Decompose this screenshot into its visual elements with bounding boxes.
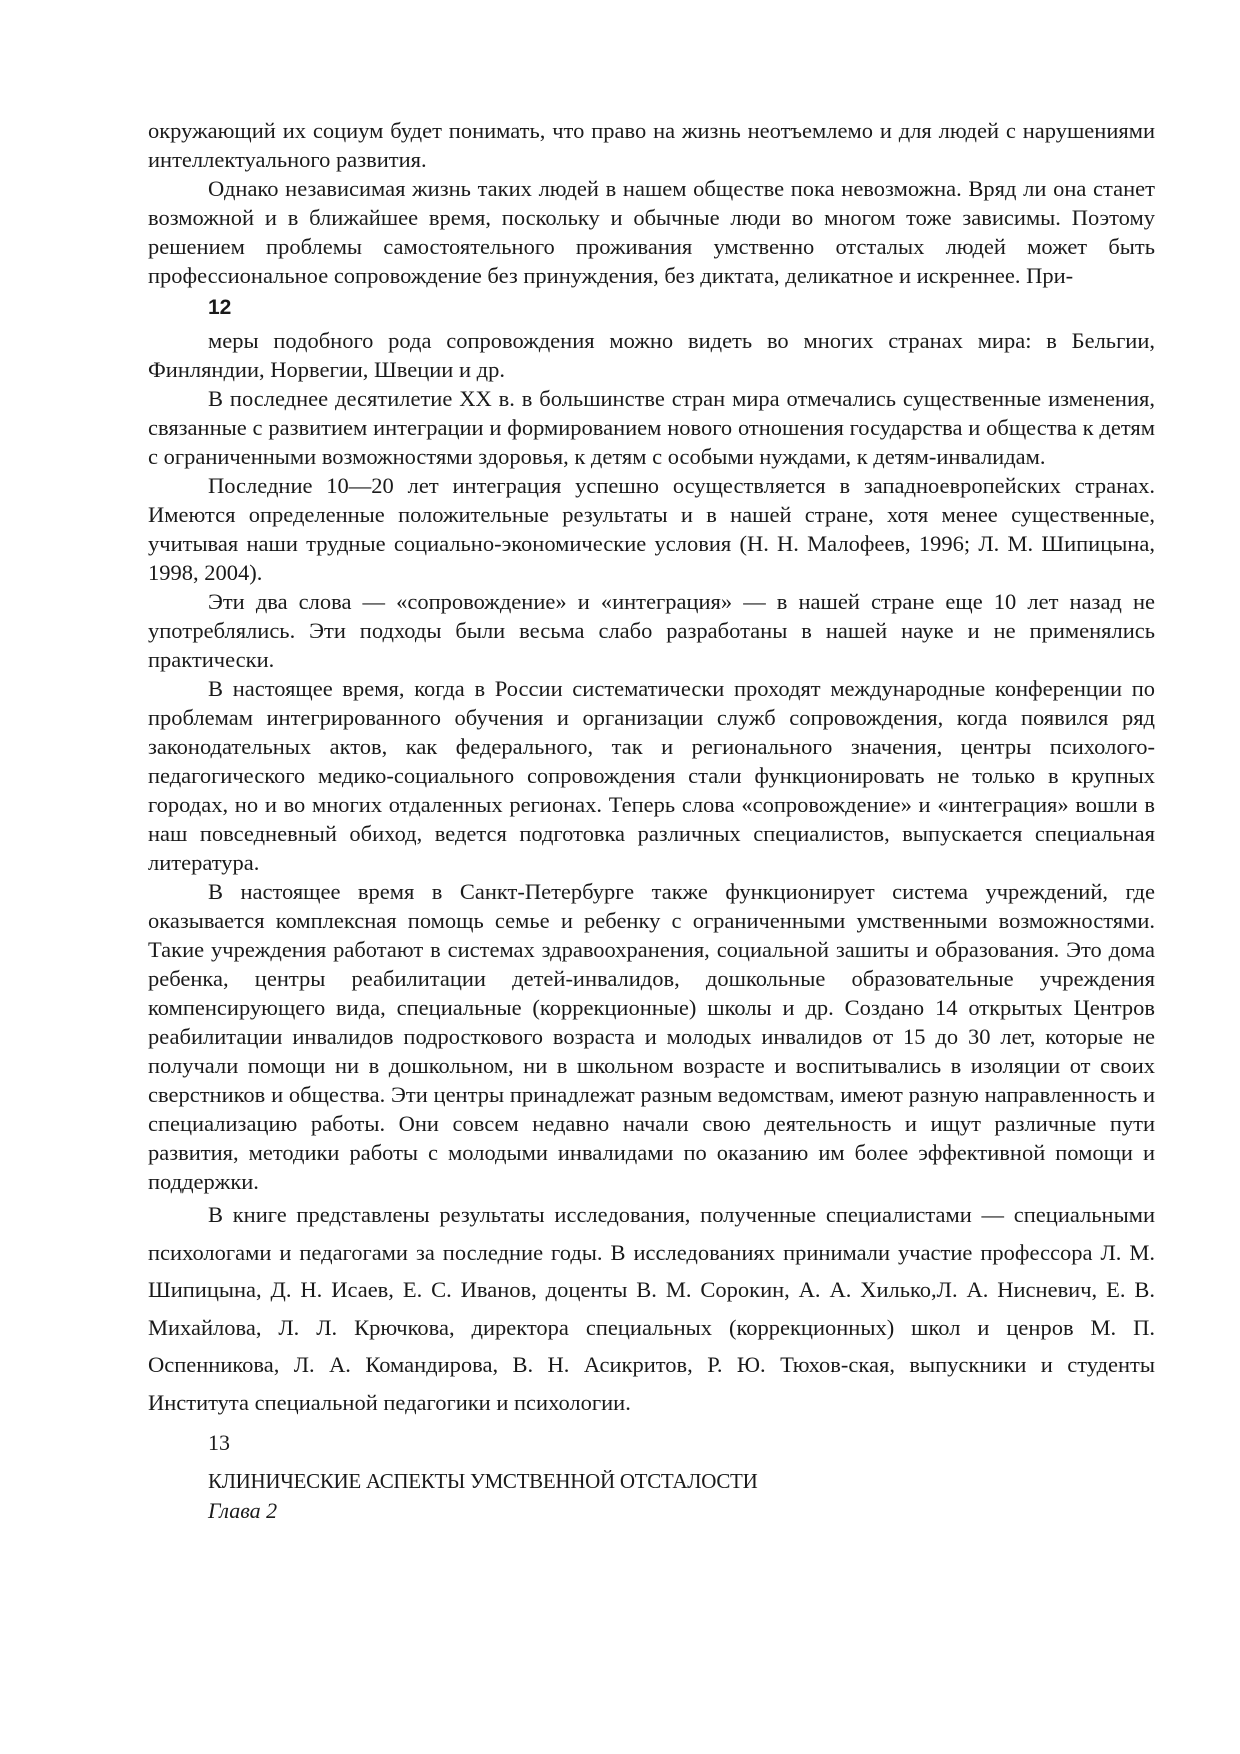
paragraph-saint-petersburg: В настоящее время в Санкт-Петербурге также функционирует система учреждений, где оказывается комплексная помощь семье и ребенку с ограниченными умственными возможностями. Такие учреждения работают в системах здравоохранения, социальной зашиты и образования. Это дома ребенка, центры реабилитации детей-инвалидов, дошкольные образовательные учреждения компенсирующего вида, специальные (коррекционные) школы и др. Создано 14 открытых Центров реабилитации инвалидов подросткового возраста и молодых инвалидов от 15 до 30 лет, которые не получали помощи ни в дошкольном, ни в школьном возрасте и воспитывались в изоляции от своих сверстников и общества. Эти центры принадлежат разным ведомствам, имеют разную направленность и специализацию работы. Они совсем недавно начали свою деятельность и ищут различные пути развития, методики работы с молодыми инвалидами по оказанию им более эффективной помощи и поддержки. bbox=[148, 879, 1155, 1194]
page-number-12: 12 bbox=[208, 296, 232, 319]
chapter-label: Глава 2 bbox=[208, 1498, 278, 1523]
paragraph-two-words: Эти два слова — «сопровождение» и «интеграция» — в нашей стране еще 10 лет назад не употреблялись. Эти подходы были весьма слабо разработаны в нашей науке и не применялись практически. bbox=[148, 589, 1155, 672]
paragraph-continuation: окружающий их социум будет понимать, что право на жизнь неотъемлемо и для людей с нарушениями интеллектуального развития. bbox=[148, 118, 1155, 172]
paragraph-last-decade: В последнее десятилетие XX в. в большинстве стран мира отмечались существенные изменения, связанные с развитием интеграции и формированием нового отношения государства и общества к детям с ограниченными возможностями здоровья, к детям с особыми нуждами, к детям-инвалидам. bbox=[148, 386, 1155, 469]
paragraph-book-results: В книге представлены результаты исследования, полученные специалистами — специальными психологами и педагогами за последние годы. В исследованиях принимали участие профессора Л. М. Шипицына, Д. Н. Исаев, Е. С. Иванов, доценты В. М. Сорокин, А. А. Хилько,Л. А. Нисневич, Е. В. Михайлова, Л. Л. Крючкова, директора специальных (коррекционных) школ и ценров М. П. Оспенникова, Л. А. Командирова, В. Н. Асикритов, Р. Ю. Тюхов-ская, выпускники и студенты Института специальной педагогики и психологии. bbox=[148, 1202, 1155, 1415]
paragraph-current-time-russia: В настоящее время, когда в России систематически проходят международные конференции по проблемам интегрированного обучения и организации служб сопровождения, когда появился ряд законодательных актов, как федерального, так и регионального значения, центры психолого-педагогического медико-социального сопровождения стали функционировать не только в крупных городах, но и во многих отдаленных регионах. Теперь слова «сопровождение» и «интеграция» вошли в наш повседневный обиход, ведется подготовка различных специалистов, выпускается специальная литература. bbox=[148, 676, 1155, 875]
chapter-title: КЛИНИЧЕСКИЕ АСПЕКТЫ УМСТВЕННОЙ ОТСТАЛОСТИ bbox=[208, 1469, 758, 1493]
paragraph-independent-life: Однако независимая жизнь таких людей в нашем обществе пока невозможна. Вряд ли она станет возможной и в ближайшее время, поскольку и обычные люди во многом тоже зависимы. Поэтому решением проблемы самостоятельного проживания умственно отсталых людей может быть профессиональное сопровождение без принуждения, без диктата, деликатное и искреннее. При- bbox=[148, 176, 1155, 288]
document-page bbox=[148, 116, 1155, 1525]
paragraph-integration-results: Последние 10—20 лет интеграция успешно осуществляется в западноевропейских странах. Имеются определенные положительные результаты и в нашей стране, хотя менее существенные, учитывая наши трудные социально-экономические условия (Н. Н. Малофеев, 1996; Л. М. Шипицына, 1998, 2004). bbox=[148, 473, 1155, 585]
page-number-13: 13 bbox=[208, 1430, 230, 1455]
paragraph-examples: меры подобного рода сопровождения можно видеть во многих странах мира: в Бельгии, Финляндии, Норвегии, Швеции и др. bbox=[148, 328, 1155, 382]
